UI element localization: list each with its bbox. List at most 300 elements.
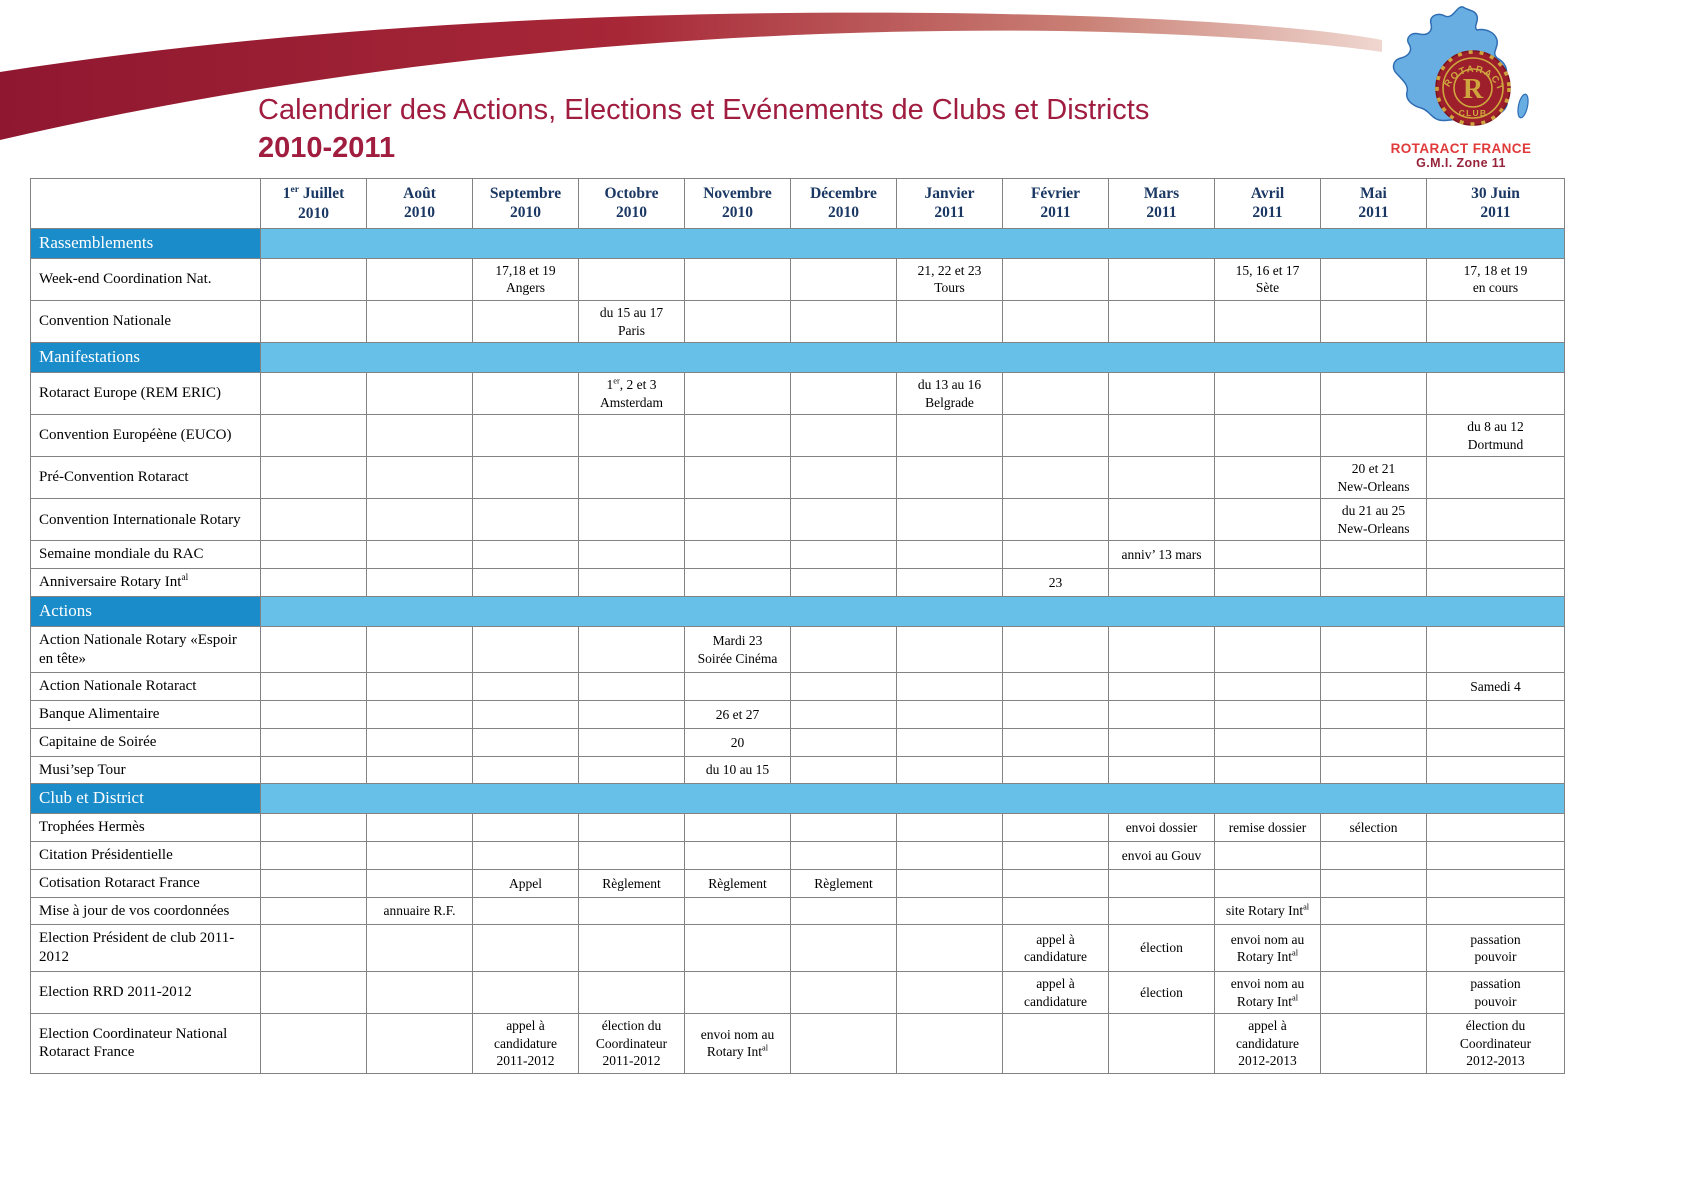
event-cell bbox=[1321, 701, 1427, 729]
event-cell bbox=[1321, 373, 1427, 415]
table-row bbox=[31, 373, 1565, 415]
event-cell bbox=[791, 925, 897, 972]
event-cell bbox=[1003, 897, 1109, 925]
event-cell bbox=[367, 728, 473, 756]
event-cell bbox=[897, 457, 1003, 499]
event-cell bbox=[1215, 869, 1321, 897]
event-cell: site Rotary Int$^{al}$ bbox=[1215, 897, 1321, 925]
row-label: Week-end Coordination Nat. bbox=[31, 258, 261, 300]
month-header-12: 30 Juin 2011 bbox=[1427, 179, 1565, 229]
event-cell bbox=[579, 814, 685, 842]
event-cell bbox=[685, 258, 791, 300]
event-cell: Règlement bbox=[579, 869, 685, 897]
section-label: Rassemblements bbox=[31, 228, 261, 258]
event-cell bbox=[473, 499, 579, 541]
event-cell bbox=[367, 301, 473, 343]
event-cell: passation pouvoir bbox=[1427, 971, 1565, 1013]
event-cell bbox=[1003, 673, 1109, 701]
table-row bbox=[31, 925, 1565, 972]
event-cell bbox=[367, 925, 473, 972]
event-cell bbox=[791, 814, 897, 842]
event-cell: appel à candidature bbox=[1003, 971, 1109, 1013]
event-cell bbox=[261, 499, 367, 541]
event-cell bbox=[261, 457, 367, 499]
event-cell bbox=[473, 541, 579, 569]
event-cell bbox=[579, 971, 685, 1013]
event-cell bbox=[791, 756, 897, 784]
event-cell bbox=[1321, 925, 1427, 972]
event-cell bbox=[1215, 373, 1321, 415]
row-label: Action Nationale Rotary «Espoir en tête» bbox=[31, 626, 261, 673]
event-cell bbox=[261, 541, 367, 569]
event-cell bbox=[473, 626, 579, 673]
event-cell bbox=[1109, 499, 1215, 541]
event-cell bbox=[1109, 373, 1215, 415]
event-cell bbox=[1427, 756, 1565, 784]
event-cell bbox=[579, 457, 685, 499]
row-label: Capitaine de Soirée bbox=[31, 728, 261, 756]
event-cell bbox=[261, 728, 367, 756]
event-cell bbox=[685, 457, 791, 499]
section-fill bbox=[261, 228, 1565, 258]
event-cell bbox=[367, 869, 473, 897]
event-cell bbox=[897, 869, 1003, 897]
event-cell bbox=[685, 897, 791, 925]
event-cell bbox=[1003, 1014, 1109, 1074]
event-cell bbox=[1109, 701, 1215, 729]
month-header-9: Mars 2011 bbox=[1109, 179, 1215, 229]
table-row bbox=[31, 814, 1565, 842]
section-header-row bbox=[31, 343, 1565, 373]
row-label: Cotisation Rotaract France bbox=[31, 869, 261, 897]
event-cell bbox=[791, 541, 897, 569]
event-cell bbox=[1427, 457, 1565, 499]
event-cell bbox=[1215, 701, 1321, 729]
event-cell bbox=[685, 415, 791, 457]
event-cell bbox=[261, 869, 367, 897]
event-cell: sélection bbox=[1321, 814, 1427, 842]
event-cell: du 10 au 15 bbox=[685, 756, 791, 784]
event-cell: annuaire R.F. bbox=[367, 897, 473, 925]
event-cell bbox=[1215, 499, 1321, 541]
event-cell bbox=[1321, 541, 1427, 569]
event-cell bbox=[261, 1014, 367, 1074]
table-row bbox=[31, 897, 1565, 925]
event-cell bbox=[897, 569, 1003, 597]
event-cell bbox=[685, 373, 791, 415]
event-cell bbox=[791, 1014, 897, 1074]
event-cell bbox=[1003, 756, 1109, 784]
event-cell bbox=[579, 258, 685, 300]
event-cell: 20 et 21 New-Orleans bbox=[1321, 457, 1427, 499]
event-cell bbox=[1321, 626, 1427, 673]
event-cell bbox=[1109, 673, 1215, 701]
table-row bbox=[31, 258, 1565, 300]
page-title-line1: Calendrier des Actions, Elections et Evénements de Clubs et Districts bbox=[258, 94, 1150, 126]
event-cell bbox=[579, 569, 685, 597]
event-cell bbox=[261, 415, 367, 457]
section-label: Actions bbox=[31, 596, 261, 626]
event-cell bbox=[1215, 626, 1321, 673]
event-cell bbox=[473, 728, 579, 756]
event-cell bbox=[261, 701, 367, 729]
event-cell bbox=[473, 897, 579, 925]
event-cell: élection bbox=[1109, 971, 1215, 1013]
table-row bbox=[31, 541, 1565, 569]
event-cell bbox=[1215, 569, 1321, 597]
table-row bbox=[31, 301, 1565, 343]
event-cell bbox=[1321, 756, 1427, 784]
rotaract-badge bbox=[1436, 51, 1510, 125]
table-row bbox=[31, 869, 1565, 897]
month-header-5: Novembre 2010 bbox=[685, 179, 791, 229]
event-cell: anniv’ 13 mars bbox=[1109, 541, 1215, 569]
row-label: Mise à jour de vos coordonnées bbox=[31, 897, 261, 925]
event-cell: 20 bbox=[685, 728, 791, 756]
rotaract-logo bbox=[1383, 4, 1539, 170]
event-cell bbox=[791, 373, 897, 415]
event-cell bbox=[1215, 728, 1321, 756]
table-row bbox=[31, 756, 1565, 784]
table-row bbox=[31, 415, 1565, 457]
event-cell bbox=[1427, 569, 1565, 597]
event-cell bbox=[685, 569, 791, 597]
event-cell bbox=[261, 897, 367, 925]
event-cell bbox=[1321, 673, 1427, 701]
event-cell bbox=[1109, 897, 1215, 925]
event-cell bbox=[791, 258, 897, 300]
event-cell bbox=[261, 373, 367, 415]
table-row bbox=[31, 673, 1565, 701]
event-cell bbox=[1003, 814, 1109, 842]
event-cell: 21, 22 et 23 Tours bbox=[897, 258, 1003, 300]
event-cell bbox=[1321, 415, 1427, 457]
event-cell bbox=[791, 728, 897, 756]
event-cell bbox=[1003, 457, 1109, 499]
event-cell bbox=[367, 814, 473, 842]
event-cell: envoi dossier bbox=[1109, 814, 1215, 842]
event-cell bbox=[1215, 457, 1321, 499]
event-cell bbox=[1109, 457, 1215, 499]
row-label: Election Coordinateur National Rotaract France bbox=[31, 1014, 261, 1074]
event-cell bbox=[1427, 301, 1565, 343]
section-label: Manifestations bbox=[31, 343, 261, 373]
event-cell: appel à candidature 2012-2013 bbox=[1215, 1014, 1321, 1074]
event-cell: passation pouvoir bbox=[1427, 925, 1565, 972]
event-cell bbox=[897, 701, 1003, 729]
row-label: Citation Présidentielle bbox=[31, 842, 261, 870]
badge-letter: R bbox=[1462, 74, 1484, 105]
event-cell bbox=[261, 842, 367, 870]
event-cell bbox=[1215, 541, 1321, 569]
table-row bbox=[31, 569, 1565, 597]
event-cell bbox=[367, 701, 473, 729]
event-cell bbox=[1003, 701, 1109, 729]
row-label: Banque Alimentaire bbox=[31, 701, 261, 729]
event-cell: Mardi 23 Soirée Cinéma bbox=[685, 626, 791, 673]
logo-zone-text: G.M.I. Zone 11 bbox=[1416, 156, 1506, 170]
event-cell bbox=[791, 457, 897, 499]
event-cell bbox=[367, 258, 473, 300]
event-cell bbox=[685, 541, 791, 569]
event-cell bbox=[579, 415, 685, 457]
event-cell: 1er, 2 et 3 Amsterdam bbox=[579, 373, 685, 415]
row-label: Convention Internationale Rotary bbox=[31, 499, 261, 541]
event-cell: 17,18 et 19 Angers bbox=[473, 258, 579, 300]
event-cell bbox=[473, 925, 579, 972]
event-cell bbox=[1321, 728, 1427, 756]
event-cell: 23 bbox=[1003, 569, 1109, 597]
month-header-11: Mai 2011 bbox=[1321, 179, 1427, 229]
event-cell bbox=[367, 415, 473, 457]
event-cell bbox=[897, 541, 1003, 569]
event-cell bbox=[1003, 842, 1109, 870]
event-cell bbox=[1321, 842, 1427, 870]
event-cell: appel à candidature bbox=[1003, 925, 1109, 972]
event-cell bbox=[1427, 626, 1565, 673]
table-row bbox=[31, 499, 1565, 541]
event-cell: Samedi 4 bbox=[1427, 673, 1565, 701]
event-cell bbox=[1427, 701, 1565, 729]
event-cell bbox=[473, 373, 579, 415]
event-cell bbox=[1003, 301, 1109, 343]
month-header-4: Octobre 2010 bbox=[579, 179, 685, 229]
event-cell bbox=[1109, 869, 1215, 897]
event-cell bbox=[791, 301, 897, 343]
page-title-line2: 2010-2011 bbox=[258, 131, 396, 164]
table-row bbox=[31, 626, 1565, 673]
event-cell bbox=[791, 897, 897, 925]
event-cell bbox=[367, 499, 473, 541]
section-label: Club et District bbox=[31, 784, 261, 814]
event-cell bbox=[1215, 842, 1321, 870]
section-header-row bbox=[31, 596, 1565, 626]
event-cell bbox=[261, 756, 367, 784]
event-cell: 26 et 27 bbox=[685, 701, 791, 729]
calendar-table bbox=[30, 178, 1565, 1074]
event-cell bbox=[579, 541, 685, 569]
event-cell bbox=[1427, 373, 1565, 415]
event-cell bbox=[685, 971, 791, 1013]
event-cell: du 21 au 25 New-Orleans bbox=[1321, 499, 1427, 541]
event-cell bbox=[1321, 569, 1427, 597]
event-cell bbox=[367, 373, 473, 415]
table-corner-cell bbox=[31, 179, 261, 229]
event-cell bbox=[367, 1014, 473, 1074]
event-cell bbox=[1109, 1014, 1215, 1074]
event-cell bbox=[791, 499, 897, 541]
month-header-6: Décembre 2010 bbox=[791, 179, 897, 229]
event-cell bbox=[579, 499, 685, 541]
event-cell bbox=[791, 842, 897, 870]
table-row bbox=[31, 457, 1565, 499]
event-cell bbox=[897, 842, 1003, 870]
month-header-8: Février 2011 bbox=[1003, 179, 1109, 229]
event-cell: envoi au Gouv bbox=[1109, 842, 1215, 870]
event-cell bbox=[473, 971, 579, 1013]
event-cell bbox=[1321, 971, 1427, 1013]
row-label: Convention Nationale bbox=[31, 301, 261, 343]
event-cell bbox=[1109, 728, 1215, 756]
table-row bbox=[31, 728, 1565, 756]
event-cell bbox=[367, 842, 473, 870]
event-cell bbox=[791, 673, 897, 701]
event-cell bbox=[473, 756, 579, 784]
event-cell bbox=[685, 925, 791, 972]
event-cell bbox=[579, 842, 685, 870]
section-header-row bbox=[31, 228, 1565, 258]
event-cell bbox=[367, 541, 473, 569]
event-cell bbox=[1109, 569, 1215, 597]
event-cell: 15, 16 et 17 Sète bbox=[1215, 258, 1321, 300]
event-cell bbox=[897, 814, 1003, 842]
event-cell bbox=[1003, 258, 1109, 300]
event-cell bbox=[791, 415, 897, 457]
event-cell bbox=[685, 814, 791, 842]
month-header-7: Janvier 2011 bbox=[897, 179, 1003, 229]
event-cell bbox=[473, 842, 579, 870]
event-cell bbox=[1003, 541, 1109, 569]
event-cell: Règlement bbox=[685, 869, 791, 897]
event-cell bbox=[1109, 301, 1215, 343]
event-cell bbox=[1321, 869, 1427, 897]
month-header-3: Septembre 2010 bbox=[473, 179, 579, 229]
logo-org-text: ROTARACT FRANCE bbox=[1390, 141, 1532, 156]
event-cell bbox=[897, 971, 1003, 1013]
event-cell bbox=[1427, 499, 1565, 541]
event-cell bbox=[579, 701, 685, 729]
event-cell bbox=[261, 569, 367, 597]
event-cell bbox=[1427, 728, 1565, 756]
event-cell bbox=[367, 626, 473, 673]
section-fill bbox=[261, 596, 1565, 626]
row-label: Election RRD 2011-2012 bbox=[31, 971, 261, 1013]
event-cell bbox=[367, 673, 473, 701]
event-cell bbox=[897, 673, 1003, 701]
row-label: Convention Européène (EUCO) bbox=[31, 415, 261, 457]
month-header-2: Août 2010 bbox=[367, 179, 473, 229]
event-cell bbox=[261, 925, 367, 972]
event-cell bbox=[897, 415, 1003, 457]
table-row bbox=[31, 1014, 1565, 1074]
event-cell bbox=[1003, 869, 1109, 897]
month-header-1: 1er Juillet 2010 bbox=[261, 179, 367, 229]
event-cell bbox=[1003, 499, 1109, 541]
event-cell bbox=[473, 701, 579, 729]
event-cell bbox=[1003, 415, 1109, 457]
event-cell bbox=[1427, 869, 1565, 897]
event-cell: du 13 au 16 Belgrade bbox=[897, 373, 1003, 415]
event-cell: envoi nom au Rotary Int$^{al}$ bbox=[685, 1014, 791, 1074]
event-cell bbox=[261, 971, 367, 1013]
event-cell bbox=[897, 925, 1003, 972]
event-cell bbox=[1109, 415, 1215, 457]
table-row bbox=[31, 842, 1565, 870]
row-label: Trophées Hermès bbox=[31, 814, 261, 842]
event-cell bbox=[579, 673, 685, 701]
event-cell bbox=[473, 457, 579, 499]
france-map bbox=[1383, 4, 1539, 138]
event-cell bbox=[791, 701, 897, 729]
table-row bbox=[31, 701, 1565, 729]
event-cell bbox=[367, 756, 473, 784]
event-cell bbox=[1003, 626, 1109, 673]
event-cell bbox=[1003, 373, 1109, 415]
event-cell bbox=[1321, 258, 1427, 300]
event-cell bbox=[1321, 301, 1427, 343]
event-cell bbox=[685, 499, 791, 541]
event-cell bbox=[473, 301, 579, 343]
event-cell bbox=[1427, 897, 1565, 925]
event-cell: Appel bbox=[473, 869, 579, 897]
event-cell bbox=[261, 626, 367, 673]
event-cell bbox=[261, 814, 367, 842]
event-cell bbox=[1215, 301, 1321, 343]
page-title bbox=[258, 92, 1149, 166]
row-label: Election Président de club 2011-2012 bbox=[31, 925, 261, 972]
event-cell bbox=[261, 673, 367, 701]
event-cell bbox=[1321, 897, 1427, 925]
event-cell bbox=[579, 897, 685, 925]
event-cell bbox=[1215, 673, 1321, 701]
event-cell bbox=[1427, 541, 1565, 569]
event-cell bbox=[897, 301, 1003, 343]
event-cell bbox=[897, 1014, 1003, 1074]
badge-bottom-text: CLUB bbox=[1458, 108, 1488, 118]
event-cell bbox=[367, 457, 473, 499]
event-cell bbox=[579, 626, 685, 673]
row-label: Semaine mondiale du RAC bbox=[31, 541, 261, 569]
event-cell bbox=[897, 756, 1003, 784]
event-cell bbox=[791, 569, 897, 597]
row-label: Musi’sep Tour bbox=[31, 756, 261, 784]
event-cell bbox=[1003, 728, 1109, 756]
event-cell bbox=[1321, 1014, 1427, 1074]
event-cell bbox=[579, 756, 685, 784]
event-cell bbox=[473, 569, 579, 597]
section-header-row bbox=[31, 784, 1565, 814]
event-cell: élection bbox=[1109, 925, 1215, 972]
event-cell bbox=[1427, 814, 1565, 842]
event-cell bbox=[1109, 626, 1215, 673]
event-cell bbox=[473, 415, 579, 457]
row-label: Rotaract Europe (REM ERIC) bbox=[31, 373, 261, 415]
row-label: Pré-Convention Rotaract bbox=[31, 457, 261, 499]
event-cell: du 8 au 12 Dortmund bbox=[1427, 415, 1565, 457]
event-cell: élection du Coordinateur 2012-2013 bbox=[1427, 1014, 1565, 1074]
event-cell: envoi nom au Rotary Int$^{al}$ bbox=[1215, 971, 1321, 1013]
event-cell bbox=[261, 258, 367, 300]
event-cell bbox=[367, 971, 473, 1013]
event-cell bbox=[579, 925, 685, 972]
event-cell: remise dossier bbox=[1215, 814, 1321, 842]
event-cell bbox=[791, 626, 897, 673]
event-cell: élection du Coordinateur 2011-2012 bbox=[579, 1014, 685, 1074]
event-cell: Règlement bbox=[791, 869, 897, 897]
event-cell: du 15 au 17 Paris bbox=[579, 301, 685, 343]
event-cell bbox=[473, 814, 579, 842]
event-cell bbox=[1427, 842, 1565, 870]
event-cell bbox=[1215, 756, 1321, 784]
event-cell: envoi nom au Rotary Int$^{al}$ bbox=[1215, 925, 1321, 972]
row-label: Action Nationale Rotaract bbox=[31, 673, 261, 701]
month-header-row bbox=[31, 179, 1565, 229]
event-cell bbox=[897, 728, 1003, 756]
event-cell bbox=[685, 301, 791, 343]
table-row bbox=[31, 971, 1565, 1013]
event-cell bbox=[897, 626, 1003, 673]
event-cell bbox=[1109, 258, 1215, 300]
